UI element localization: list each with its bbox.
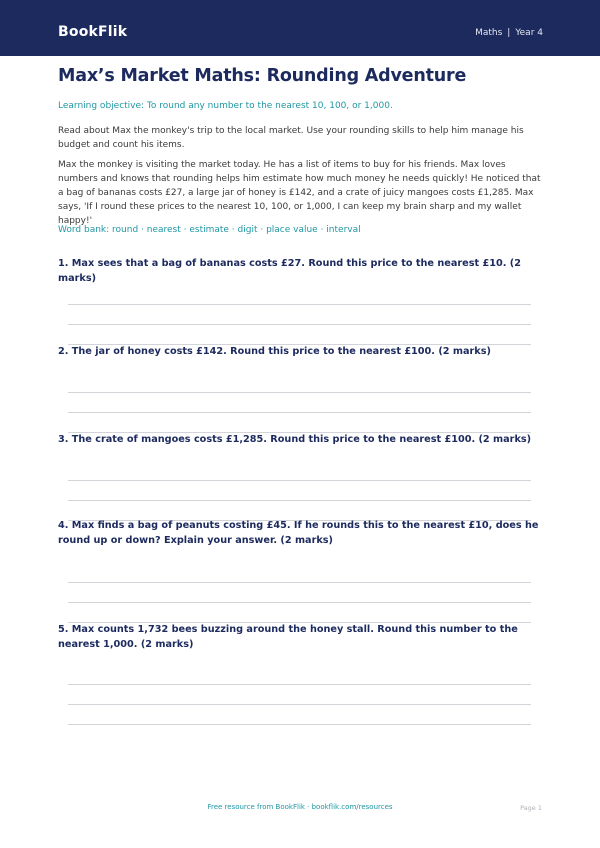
- answer-line[interactable]: [68, 480, 531, 481]
- question-1: 1. Max sees that a bag of bananas costs £27. Round this price to the nearest £10. (2 marks): [58, 258, 521, 284]
- answer-line[interactable]: [68, 684, 531, 685]
- separator: |: [507, 28, 511, 38]
- page-number: Page 1: [520, 804, 542, 812]
- answer-line[interactable]: [68, 412, 531, 413]
- story-paragraph: Max the monkey is visiting the market today. He has a list of items to buy for his friends. Max loves numbers and knows that rounding helps him estimate how much money he needs quickly! He noticed that a bag of bananas costs £27, a large jar of honey is £142, and a crate of juicy mangoes costs £1,285. Max says, 'If I round these prices to the nearest 10, 100, or 1,000, I can keep my brain sharp and my wallet happy!': [58, 160, 541, 226]
- subject-year-label: [475, 28, 543, 38]
- answer-line[interactable]: [68, 392, 531, 393]
- answer-line[interactable]: [68, 500, 531, 501]
- brand-logo: BookFlik: [58, 24, 128, 40]
- question-2: 2. The jar of honey costs £142. Round this price to the nearest £100. (2 marks): [58, 346, 491, 357]
- question-3: 3. The crate of mangoes costs £1,285. Round this price to the nearest £100. (2 marks): [58, 434, 532, 445]
- answer-line[interactable]: [68, 724, 531, 725]
- answer-line[interactable]: [68, 704, 531, 705]
- answer-line[interactable]: [68, 324, 531, 325]
- word-bank: Word bank: round · nearest · estimate · digit · place value · interval: [58, 225, 361, 235]
- footer-credit: Free resource from BookFlik · bookflik.com/resources: [207, 803, 393, 811]
- worksheet-title: Max’s Market Maths: Rounding Adventure: [58, 66, 467, 86]
- year-label: Year 4: [515, 28, 543, 38]
- answer-line[interactable]: [68, 602, 531, 603]
- answer-line[interactable]: [68, 304, 531, 305]
- question-4: 4. Max finds a bag of peanuts costing £45. If he rounds this to the nearest £10, does he round up or down? Explain your answer. (2 marks): [58, 520, 539, 546]
- learning-objective: Learning objective: To round any number to the nearest 10, 100, or 1,000.: [58, 101, 393, 111]
- answer-line[interactable]: [68, 582, 531, 583]
- question-5: 5. Max counts 1,732 bees buzzing around the honey stall. Round this number to the nearest 1,000. (2 marks): [58, 624, 518, 650]
- subject-label: Maths: [475, 28, 503, 38]
- page-header: [0, 0, 600, 56]
- intro-paragraph: Read about Max the monkey's trip to the local market. Use your rounding skills to help him manage his budget and count his items.: [58, 126, 524, 150]
